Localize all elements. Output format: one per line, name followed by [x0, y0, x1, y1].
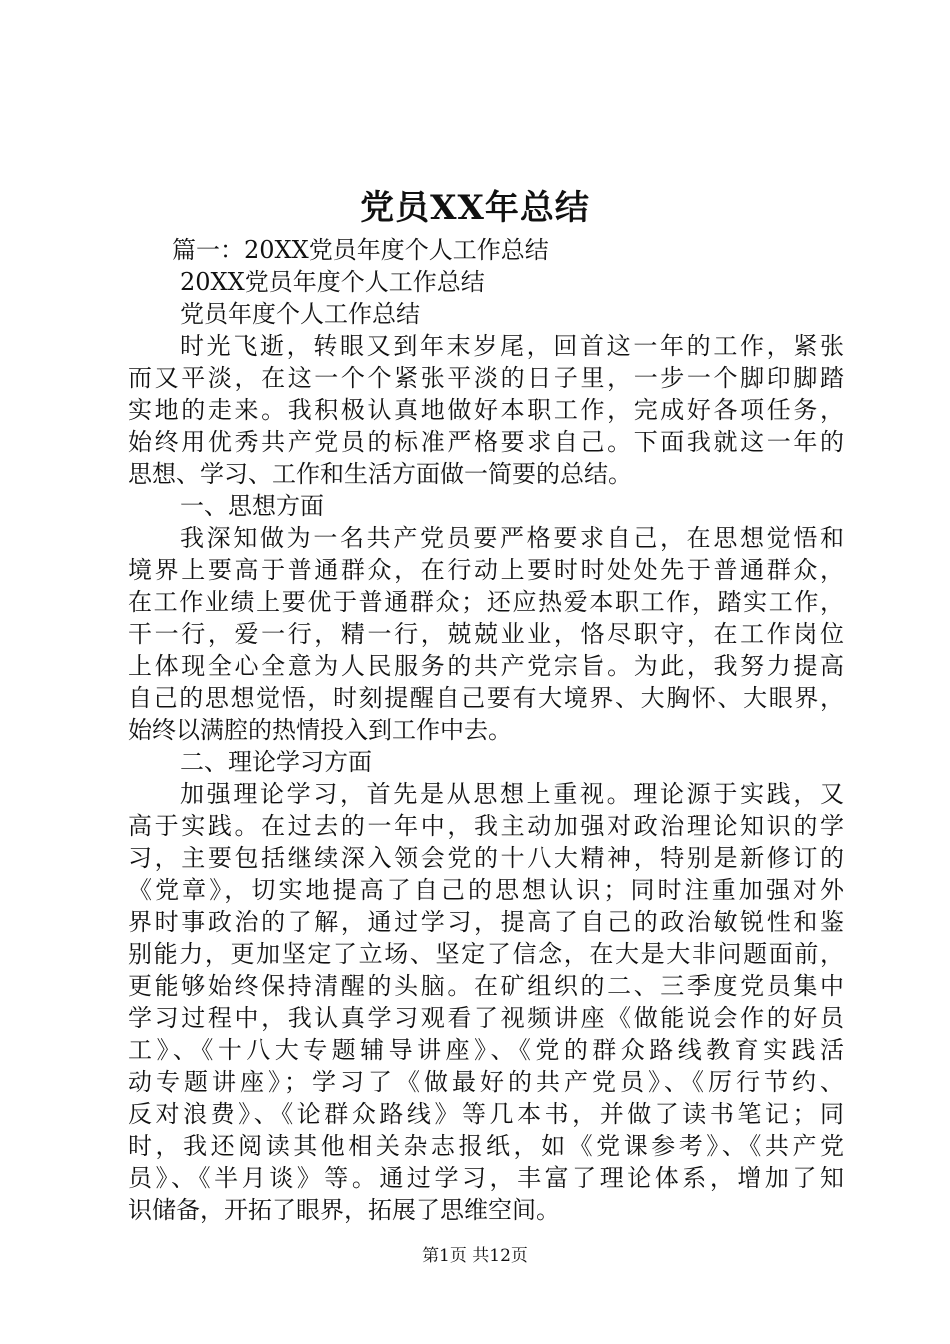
paragraph-line: 境界上要高于普通群众，在行动上要时时处处先于普通群众，: [128, 556, 844, 584]
paragraph-line: 界时事政治的了解，通过学习，提高了自己的政治敏锐性和鉴: [128, 908, 844, 936]
paragraph-line: 加强理论学习，首先是从思想上重视。理论源于实践，又: [180, 780, 844, 808]
paragraph-line: 思想、学习、工作和生活方面做一简要的总结。: [128, 460, 632, 488]
paragraph-line: 识储备，开拓了眼界，拓展了思维空间。: [128, 1196, 560, 1224]
paragraph-line: 员》、《半月谈》等。通过学习，丰富了理论体系，增加了知: [128, 1164, 844, 1192]
paragraph-line: 始终用优秀共产党员的标准严格要求自己。下面我就这一年的: [128, 428, 844, 456]
page-number: 第1页 共12页: [422, 1246, 528, 1266]
paragraph-line: 别能力，更加坚定了立场、坚定了信念，在大是大非问题面前，: [128, 940, 844, 968]
subtitle-line: 20XX党员年度个人工作总结: [180, 268, 485, 296]
paragraph-line: 上体现全心全意为人民服务的共产党宗旨。为此，我努力提高: [128, 652, 844, 680]
paragraph-line: 反对浪费》、《论群众路线》等几本书，并做了读书笔记；同: [128, 1100, 844, 1128]
section-heading: 一、思想方面: [180, 492, 324, 520]
paragraph-line: 时，我还阅读其他相关杂志报纸，如《党课参考》、《共产党: [128, 1132, 844, 1160]
paragraph-line: 《党章》，切实地提高了自己的思想认识；同时注重加强对外: [128, 876, 844, 904]
paragraph-line: 工》、《十八大专题辅导讲座》、《党的群众路线教育实践活: [128, 1036, 844, 1064]
paragraph-line: 高于实践。在过去的一年中，我主动加强对政治理论知识的学: [128, 812, 844, 840]
paragraph-line: 在工作业绩上要优于普通群众；还应热爱本职工作，踏实工作，: [128, 588, 844, 616]
section-heading: 篇一：20XX党员年度个人工作总结: [172, 236, 549, 264]
paragraph-line: 始终以满腔的热情投入到工作中去。: [128, 716, 512, 744]
paragraph-line: 时光飞逝，转眼又到年末岁尾，回首这一年的工作，紧张: [180, 332, 844, 360]
paragraph-line: 动专题讲座》；学习了《做最好的共产党员》、《厉行节约、: [128, 1068, 844, 1096]
paragraph-line: 习，主要包括继续深入领会党的十八大精神，特别是新修订的: [128, 844, 844, 872]
paragraph-line: 自己的思想觉悟，时刻提醒自己要有大境界、大胸怀、大眼界，: [128, 684, 844, 712]
document-body: [128, 234, 844, 1226]
paragraph-line: 学习过程中，我认真学习观看了视频讲座《做能说会作的好员: [128, 1004, 844, 1032]
paragraph-line: 更能够始终保持清醒的头脑。在矿组织的二、三季度党员集中: [128, 972, 844, 1000]
subtitle-line: 党员年度个人工作总结: [180, 300, 420, 328]
paragraph-line: 我深知做为一名共产党员要严格要求自己，在思想觉悟和: [180, 524, 844, 552]
paragraph-line: 干一行，爱一行，精一行，兢兢业业，恪尽职守，在工作岗位: [128, 620, 844, 648]
document-title: 党员XX年总结: [360, 188, 590, 228]
paragraph-line: 而又平淡，在这一个个紧张平淡的日子里，一步一个脚印脚踏: [128, 364, 844, 392]
section-heading: 二、理论学习方面: [180, 748, 372, 776]
paragraph-line: 实地的走来。我积极认真地做好本职工作，完成好各项任务，: [128, 396, 844, 424]
